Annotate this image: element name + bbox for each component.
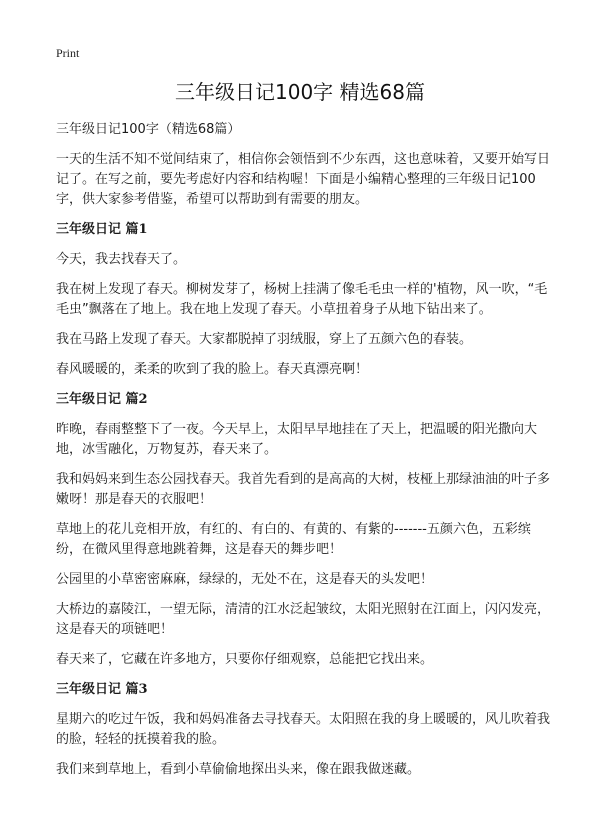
section-1	[56, 220, 552, 380]
intro-paragraph: 一天的生活不知不觉间结束了，相信你会领悟到不少东西，这也意味着，又要开始写日记了。在写之前，要先考虑好内容和结构喔！下面是小编精心整理的三年级日记100字，供大家参考借鉴，希望可以帮助到有需要的朋友。	[56, 152, 551, 207]
print-label: Print	[56, 46, 80, 60]
paragraph: 我在马路上发现了春天。大家都脱掉了羽绒服，穿上了五颜六色的春装。	[56, 332, 473, 347]
paragraph: 春天来了，它藏在许多地方，只要你仔细观察，总能把它找出来。	[56, 652, 434, 667]
paragraph: 公园里的小草密密麻麻，绿绿的，无处不在，这是春天的头发吧！	[56, 572, 434, 587]
paragraph: 昨晚，春雨整整下了一夜。今天早上，太阳早早地挂在了天上，把温暖的阳光撒向大地，冰雪融化，万物复苏，春天来了。	[56, 422, 538, 457]
paragraph: 我在树上发现了春天。柳树发芽了，杨树上挂满了像毛毛虫一样的'植物，风一吹，“毛毛虫”飘落在了地上。我在地上发现了春天。小草扭着身子从地下钻出来了。	[56, 282, 548, 317]
section-heading: 三年级日记 篇1	[56, 222, 148, 237]
page-title: 三年级日记100字 精选68篇	[175, 80, 425, 104]
paragraph: 星期六的吃过午饭，我和妈妈准备去寻找春天。太阳照在我的身上暖暖的，风儿吹着我的脸，轻轻的抚摸着我的脸。	[56, 712, 551, 747]
section-3	[56, 680, 552, 780]
paragraph: 我们来到草地上，看到小草偷偷地探出头来，像在跟我做迷藏。	[56, 762, 421, 777]
paragraph: 今天，我去找春天了。	[56, 252, 187, 267]
paragraph: 春风暖暖的，柔柔的吹到了我的脸上。春天真漂亮啊！	[56, 362, 369, 377]
paragraph: 我和妈妈来到生态公园找春天。我首先看到的是高高的大树，枝桠上那绿油油的叶子多嫩呀！那是春天的衣服吧！	[56, 472, 551, 507]
section-heading: 三年级日记 篇2	[56, 392, 148, 407]
section-heading: 三年级日记 篇3	[56, 682, 148, 697]
document-body	[56, 120, 552, 790]
document-subtitle: 三年级日记100字（精选68篇）	[56, 122, 241, 137]
section-2	[56, 390, 552, 670]
paragraph: 草地上的花儿竞相开放，有红的、有白的、有黄的、有紫的-------五颜六色，五彩缤纷，在微风里得意地跳着舞，这是春天的舞步吧！	[56, 522, 531, 557]
paragraph: 大桥边的嘉陵江，一望无际，清清的江水泛起皱纹，太阳光照射在江面上，闪闪发亮，这是春天的项链吧！	[56, 602, 551, 637]
